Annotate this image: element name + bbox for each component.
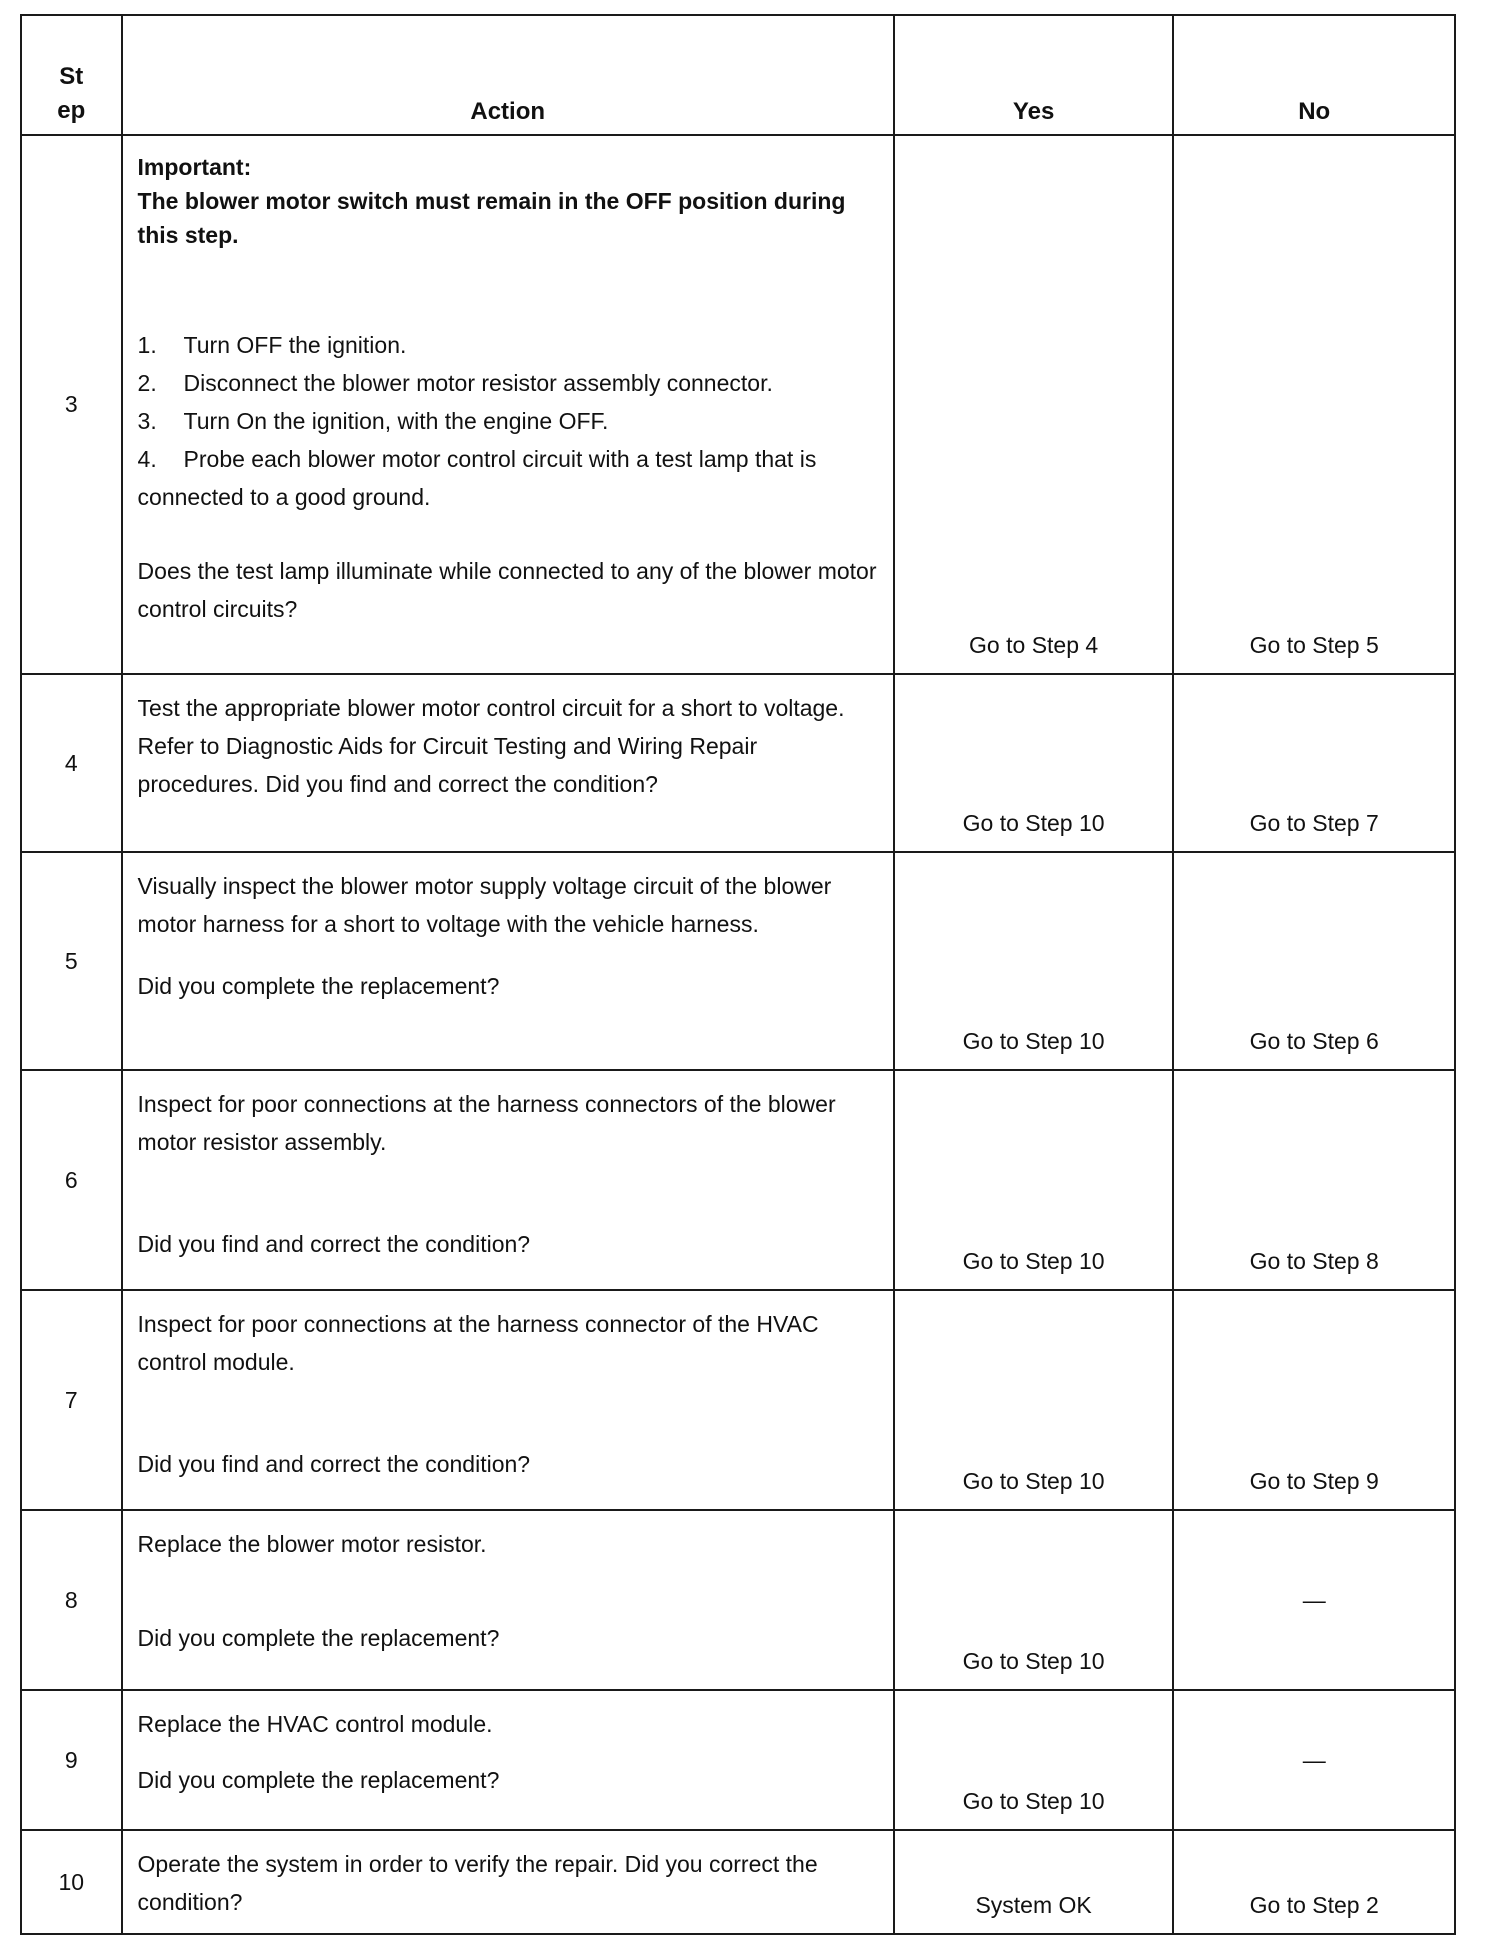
yes-cell: Go to Step 10	[894, 1510, 1174, 1690]
item-text: Turn On the ignition, with the engine OFF.	[183, 408, 609, 434]
question-text: Does the test lamp illuminate while connected to any of the blower motor control circuits?	[137, 558, 877, 622]
no-cell: Go to Step 2	[1173, 1830, 1455, 1934]
action-text: Inspect for poor connections at the harness connector of the HVAC control module.	[137, 1311, 819, 1375]
action-cell	[122, 674, 894, 852]
important-text: The blower motor switch must remain in the OFF position during this step.	[137, 188, 846, 248]
table-row	[21, 1290, 1455, 1510]
item-number: 1.	[137, 332, 157, 358]
table-row	[21, 1830, 1455, 1934]
list-item	[138, 402, 879, 440]
action-text: Test the appropriate blower motor control circuit for a short to voltage. Refer to Diagnostic Aids for Circuit Testing and Wiring Repair procedures. Did you find and correct the condition?	[137, 695, 845, 797]
header-step-line2: ep	[57, 97, 86, 124]
yes-cell: Go to Step 10	[894, 1290, 1174, 1510]
step-number: 3	[21, 135, 122, 674]
question-text: Did you complete the replacement?	[137, 1625, 500, 1651]
header-row	[21, 15, 1455, 135]
no-cell: —	[1173, 1510, 1455, 1690]
list-item	[138, 326, 879, 364]
yes-cell: Go to Step 10	[894, 852, 1174, 1070]
header-no: No	[1173, 15, 1455, 135]
action-text: Replace the HVAC control module.	[137, 1711, 493, 1737]
list-item	[138, 440, 879, 516]
table-row	[21, 1690, 1455, 1830]
no-cell: Go to Step 9	[1173, 1290, 1455, 1510]
action-text: Inspect for poor connections at the harness connectors of the blower motor resistor assembly.	[137, 1091, 836, 1155]
item-number: 2.	[137, 370, 157, 396]
question-text: Did you complete the replacement?	[137, 973, 500, 999]
no-cell: Go to Step 8	[1173, 1070, 1455, 1290]
no-cell: Go to Step 7	[1173, 674, 1455, 852]
header-step	[21, 15, 122, 135]
important-label: Important:	[137, 154, 252, 180]
question-text: Did you find and correct the condition?	[137, 1231, 531, 1257]
header-step-line1: St	[59, 63, 84, 90]
item-text: Turn OFF the ignition.	[183, 332, 407, 358]
list-item	[138, 364, 879, 402]
action-cell	[122, 135, 894, 674]
action-cell	[122, 1070, 894, 1290]
diagnostic-table	[20, 14, 1456, 1935]
item-text: Disconnect the blower motor resistor assembly connector.	[183, 370, 773, 396]
yes-cell: Go to Step 10	[894, 1070, 1174, 1290]
action-text: Replace the blower motor resistor.	[137, 1531, 487, 1557]
no-cell: Go to Step 6	[1173, 852, 1455, 1070]
table-row	[21, 1070, 1455, 1290]
yes-cell: Go to Step 4	[894, 135, 1174, 674]
action-cell	[122, 1510, 894, 1690]
yes-cell: Go to Step 10	[894, 1690, 1174, 1830]
step-number: 8	[21, 1510, 122, 1690]
table-row	[21, 674, 1455, 852]
step-number: 7	[21, 1290, 122, 1510]
action-cell	[122, 1830, 894, 1934]
no-cell: —	[1173, 1690, 1455, 1830]
table-row	[21, 1510, 1455, 1690]
yes-cell: System OK	[894, 1830, 1174, 1934]
question-text: Did you complete the replacement?	[137, 1767, 500, 1793]
item-number: 3.	[137, 408, 157, 434]
question-text: Did you find and correct the condition?	[137, 1451, 531, 1477]
step-number: 5	[21, 852, 122, 1070]
important-note	[138, 150, 879, 252]
table-row	[21, 135, 1455, 674]
step-number: 10	[21, 1830, 122, 1934]
table-row	[21, 852, 1455, 1070]
header-action: Action	[122, 15, 894, 135]
step-number: 4	[21, 674, 122, 852]
action-text: Operate the system in order to verify the repair. Did you correct the condition?	[137, 1851, 818, 1915]
item-number: 4.	[137, 446, 157, 472]
step-number: 6	[21, 1070, 122, 1290]
action-cell	[122, 852, 894, 1070]
item-text: Probe each blower motor control circuit with a test lamp that is connected to a good ground.	[137, 446, 817, 510]
yes-cell: Go to Step 10	[894, 674, 1174, 852]
no-cell: Go to Step 5	[1173, 135, 1455, 674]
action-text: Visually inspect the blower motor supply voltage circuit of the blower motor harness for a short to voltage with the vehicle harness.	[137, 873, 832, 937]
step-number: 9	[21, 1690, 122, 1830]
action-cell	[122, 1290, 894, 1510]
header-yes: Yes	[894, 15, 1174, 135]
action-cell	[122, 1690, 894, 1830]
